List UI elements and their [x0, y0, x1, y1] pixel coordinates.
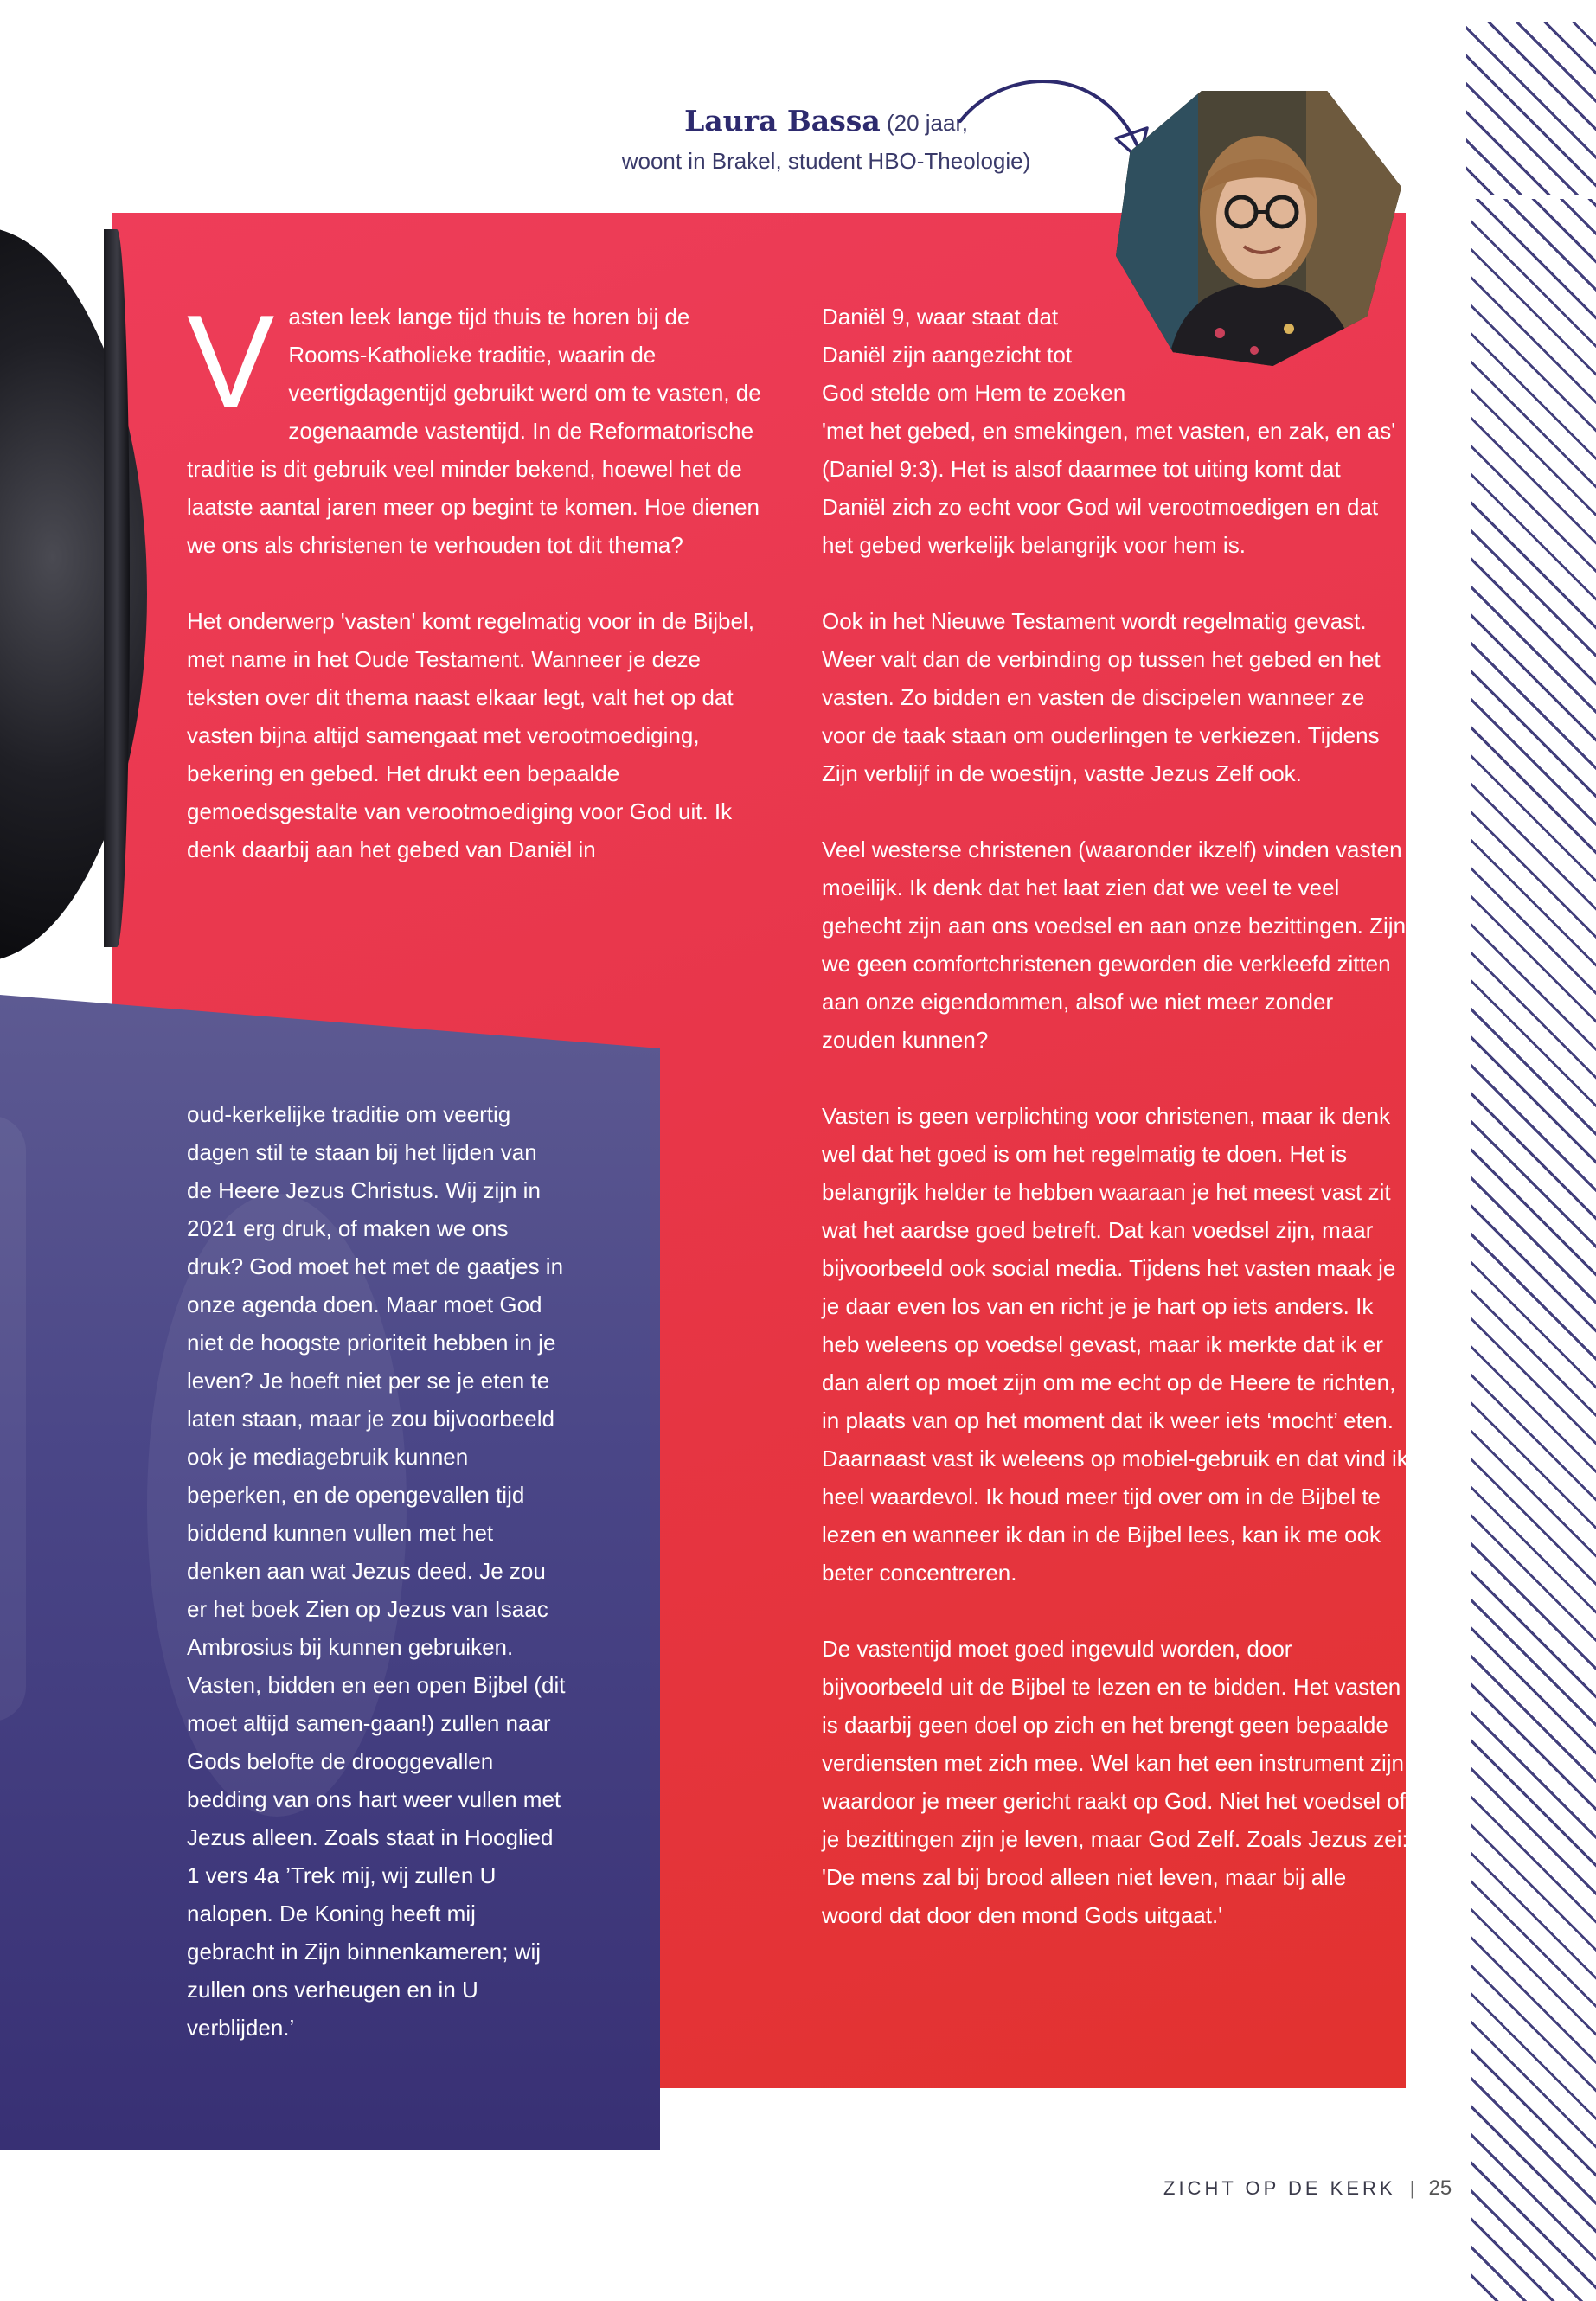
- article-line: God stelde om Hem te zoeken: [822, 380, 1126, 406]
- article-paragraph: Ook in het Nieuwe Testament wordt regelmatig gevast. Weer valt dan de verbinding op tussen het gebed en het vasten. Zo bidden en vasten de discipelen wanneer ze voor de taak staan om ouderlingen te verkiezen. Tijdens Zijn verblijf in de woestijn, vastte Jezus Zelf ook.: [822, 608, 1381, 786]
- article-paragraph: [822, 298, 1410, 564]
- article-left-column-bottom: [187, 1095, 567, 2047]
- article-line: Daniël 9, waar staat dat: [822, 304, 1059, 330]
- author-name: Laura Bassa: [684, 104, 881, 138]
- article-paragraph-text: asten leek lange tijd thuis te horen bij de Rooms-Katholieke traditie, waarin de veertigdagentijd gebruikt werd om te vasten, de zogenaamde vastentijd. In de Reformatorische traditie is dit gebruik veel minder bekend, hoewel het de laatste aantal jaren meer op begint te komen. Hoe dienen we ons als christenen te verhouden tot dit thema?: [187, 304, 761, 558]
- footer-separator: |: [1409, 2177, 1415, 2199]
- article-right-column: [822, 298, 1410, 1934]
- magazine-name: ZICHT OP DE KERK: [1163, 2177, 1396, 2199]
- article-left-column-top: [187, 288, 766, 868]
- drop-cap: V: [187, 288, 275, 435]
- curved-arrow-icon: [952, 71, 1159, 166]
- article-paragraph: Vasten is geen verplichting voor christenen, maar ik denk wel dat het goed is om het regelmatig te doen. Het is belangrijk helder te hebben waaraan je het meest vast zit wat het aardse goed betreft. Dat kan voedsel zijn, maar bijvoorbeeld ook social media. Tijdens het vasten maak je je daar even los van en richt je je hart op iets anders. Ik heb weleens op voedsel gevast, maar ik merkte dat ik er dan alert op moet zijn om me echt op de Heere te richten, in plaats van op het moment dat ik weer iets ‘mocht’ eten. Daarnaast vast ik weleens op mobiel-gebruik en dat vind ik heel waardevol. Ik houd meer tijd over om in de Bijbel te lezen en wanneer ik dan in de Bijbel lees, kan ik me ook beter concentreren.: [822, 1103, 1408, 1586]
- article-paragraph: [187, 288, 766, 564]
- page-number: 25: [1428, 2176, 1452, 2200]
- article-paragraph-text: 'met het gebed, en smekingen, met vasten, en zak, en as' (Daniel 9:3). Het is alsof daarmee tot uiting komt dat Daniël zich zo echt voor God wil verootmoedigen en dat het gebed werkelijk belangrijk voor hem is.: [822, 418, 1396, 558]
- article-paragraph: oud-kerkelijke traditie om veertig dagen stil te staan bij het lijden van de Heere Jezus Christus. Wij zijn in 2021 erg druk, of maken we ons druk? God moet het met de gaatjes in onze agenda doen. Maar moet God niet de hoogste prioriteit hebben in je leven? Je hoeft niet per se je eten te laten staan, maar je zou bijvoorbeeld ook je mediagebruik kunnen beperken, en de opengevallen tijd biddend kunnen vullen met het denken aan wat Jezus deed. Je zou er het boek Zien op Jezus van Isaac Ambrosius bij kunnen gebruiken. Vasten, bidden en een open Bijbel (dit moet altijd samen-gaan!) zullen naar Gods belofte de drooggevallen bedding van ons hart weer vullen met Jezus alleen. Zoals staat in Hooglied 1 vers 4a ’Trek mij, wij zullen U nalopen. De Koning heeft mij gebracht in Zijn binnenkameren; wij zullen ons verheugen en in U verblijden.’: [187, 1101, 566, 2041]
- author-info: woont in Brakel, student HBO-Theologie): [621, 148, 1031, 174]
- decorative-stripes-top: [1466, 22, 1596, 195]
- article-paragraph: Veel westerse christenen (waaronder ikzelf) vinden vasten moeilijk. Ik denk dat het laat zien dat we veel te veel gehecht zijn aan ons voedsel en aan onze bezittingen. Zijn we geen comfortchristenen geworden die verkleefd zitten aan onze eigendommen, alsof we niet meer zonder zouden kunnen?: [822, 836, 1407, 1053]
- page-footer: [1163, 2176, 1452, 2201]
- decorative-stripes-side: [1471, 199, 1596, 2301]
- blue-panel-shape: [0, 1116, 26, 1721]
- author-age: (20 jaar,: [886, 110, 968, 136]
- lamp-rim: [104, 229, 130, 947]
- article-paragraph: De vastentijd moet goed ingevuld worden, door bijvoorbeeld uit de Bijbel te lezen en te bidden. Het vasten is daarbij geen doel op zich en het brengt geen bepaalde verdiensten met zich mee. Wel kan het een instrument zijn waardoor je meer gericht raakt op God. Niet het voedsel of je bezittingen zijn je leven, maar God Zelf. Zoals Jezus zei: 'De mens zal bij brood alleen niet leven, maar bij alle woord dat door den mond Gods uitgaat.': [822, 1636, 1408, 1928]
- article-paragraph: Het onderwerp 'vasten' komt regelmatig voor in de Bijbel, met name in het Oude Testament. Wanneer je deze teksten over dit thema naast elkaar legt, valt het op dat vasten bijna altijd samengaat met verootmoediging, bekering en gebed. Het drukt een bepaalde gemoedsgestalte van verootmoediging voor God uit. Ik denk daarbij aan het gebed van Daniël in: [187, 608, 754, 862]
- article-line: Daniël zijn aangezicht tot: [822, 342, 1073, 368]
